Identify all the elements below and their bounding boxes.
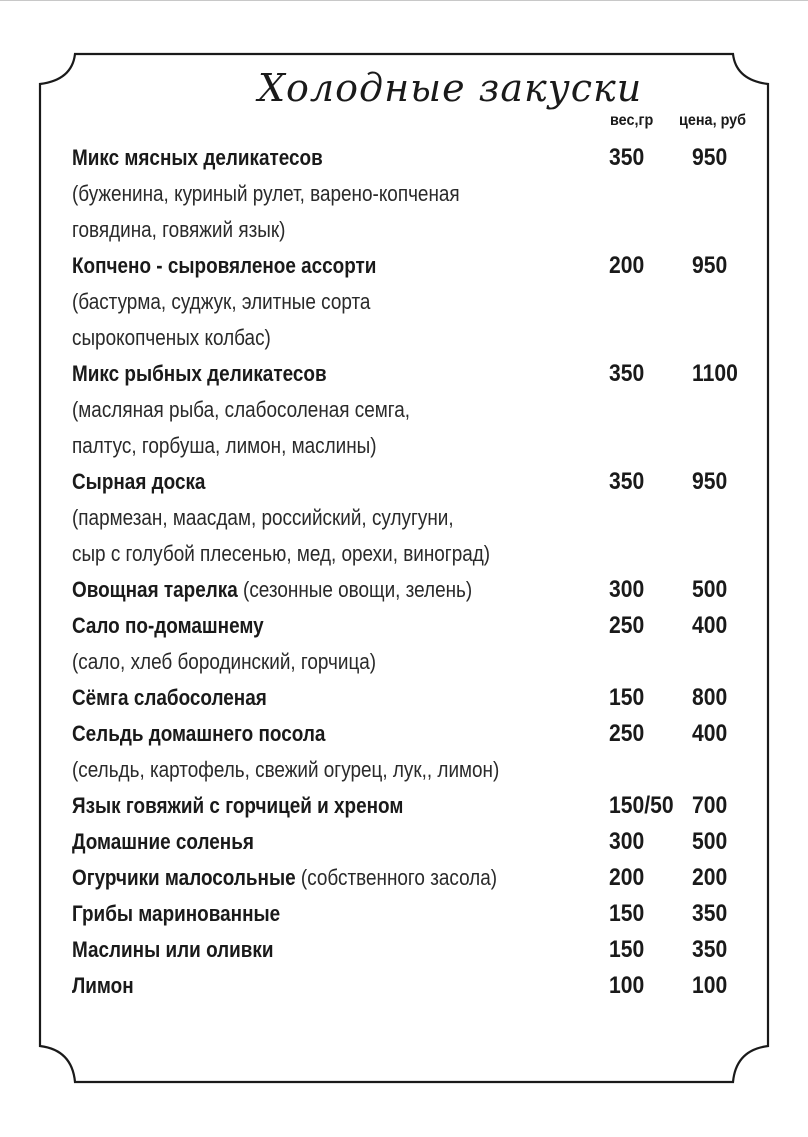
item-price: 400 [692,612,728,639]
item-weight: 150 [609,684,645,711]
item-weight: 100 [609,972,645,999]
item-weight: 150 [609,936,645,963]
menu-item [72,140,323,176]
price-column-header: цена, руб [679,112,747,129]
item-name: Сырная доска [72,469,206,494]
item-price: 950 [692,252,728,279]
item-name: Копчено - сыровяленое ассорти [72,253,377,278]
item-weight: 150 [609,900,645,927]
item-weight: 150/50 [609,792,674,819]
item-note: (сезонные овощи, зелень) [243,577,473,602]
item-name: Язык говяжий с горчицей и хреном [72,793,404,818]
item-weight: 250 [609,720,645,747]
item-name: Овощная тарелка [72,577,238,602]
item-weight: 200 [609,864,645,891]
item-price: 200 [692,864,728,891]
item-price: 400 [692,720,728,747]
item-name: Сёмга слабосоленая [72,685,267,710]
item-description: (бастурма, суджук, элитные сорта [72,289,371,314]
item-description: говядина, говяжий язык) [72,217,286,242]
menu-item [72,680,267,716]
item-price: 700 [692,792,728,819]
item-description: (сельдь, картофель, свежий огурец, лук,, лимон) [72,757,500,782]
item-weight: 300 [609,576,645,603]
item-price: 500 [692,576,728,603]
menu-item [72,932,274,968]
item-name: Микс рыбных деликатесов [72,361,327,386]
item-description: палтус, горбуша, лимон, маслины) [72,433,377,458]
item-description: (сало, хлеб бородинский, горчица) [72,649,377,674]
item-name: Огурчики малосольные [72,865,296,890]
menu-item [72,248,376,284]
item-description: сыр с голубой плесенью, мед, орехи, виноград) [72,541,491,566]
item-name: Лимон [72,973,134,998]
item-name: Домашние соленья [72,829,254,854]
item-name: Маслины или оливки [72,937,274,962]
menu-item [72,860,497,896]
menu-item [72,968,134,1004]
item-price: 950 [692,144,728,171]
item-price: 800 [692,684,728,711]
item-price: 1100 [692,360,738,387]
item-weight: 250 [609,612,645,639]
item-price: 350 [692,900,728,927]
item-name: Микс мясных деликатесов [72,145,323,170]
item-weight: 200 [609,252,645,279]
item-note: (собственного засола) [300,865,498,890]
item-name: Сало по-домашнему [72,613,264,638]
item-name: Грибы маринованные [72,901,281,926]
item-weight: 350 [609,468,645,495]
item-description: сырокопченых колбас) [72,325,271,350]
item-weight: 300 [609,828,645,855]
menu-item [72,896,280,932]
item-price: 100 [692,972,728,999]
menu-item [72,608,264,644]
menu-item [72,716,325,752]
menu-item [72,356,327,392]
item-price: 950 [692,468,728,495]
item-weight: 350 [609,360,645,387]
menu-title: Холодные закуски [258,66,643,110]
item-description: (буженина, куриный рулет, варено-копченая [72,181,460,206]
item-name: Сельдь домашнего посола [72,721,326,746]
weight-column-header: вес,гр [610,112,654,129]
item-price: 500 [692,828,728,855]
item-weight: 350 [609,144,645,171]
menu-item [72,572,472,608]
menu-item [72,824,254,860]
item-description: (масляная рыба, слабосоленая семга, [72,397,411,422]
item-description: (пармезан, маасдам, российский, сулугуни, [72,505,454,530]
menu-item [72,788,403,824]
menu-item [72,464,205,500]
item-price: 350 [692,936,728,963]
